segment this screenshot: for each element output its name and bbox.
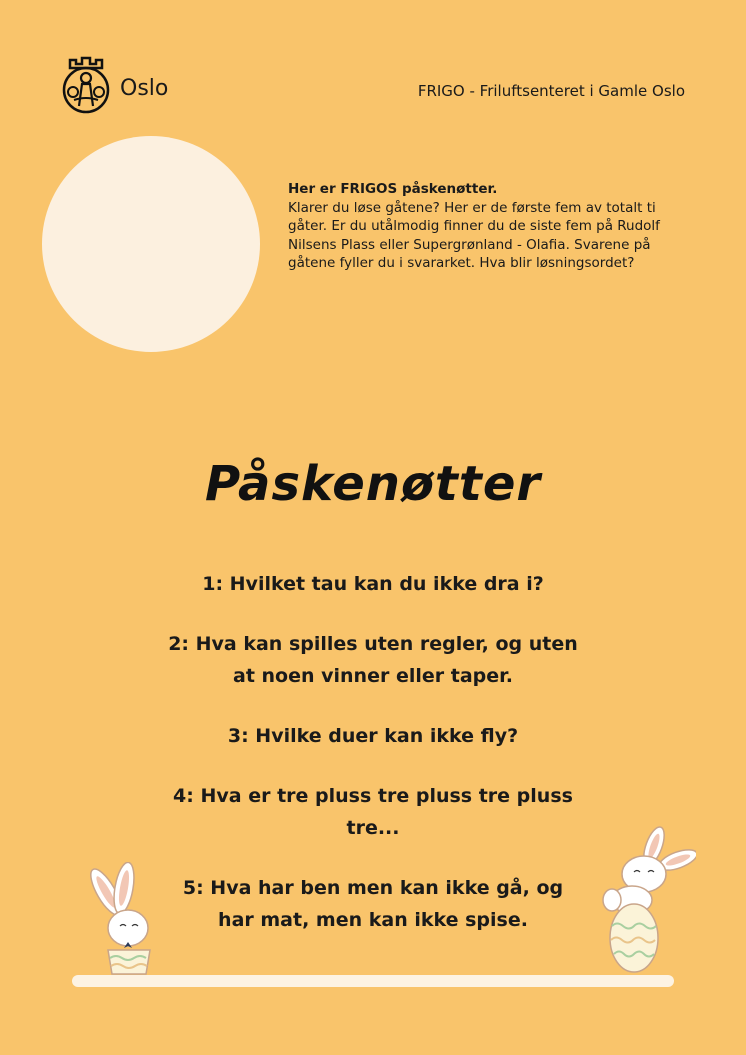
question-2: 2: Hva kan spilles uten regler, og uten at noen vinner eller taper. (168, 633, 578, 687)
bunny-in-egg-illustration (72, 862, 168, 978)
shelf-bar (72, 975, 674, 987)
logo-text: Oslo (120, 76, 169, 101)
bunny-on-egg-illustration (590, 826, 696, 976)
question-1: 1: Hvilket tau kan du ikke dra i? (202, 573, 544, 595)
question-5: 5: Hva har ben men kan ikke gå, og har mat, men kan ikke spise. (182, 877, 564, 931)
intro-body: Klarer du løse gåtene? Her er de første fem av totalt ti gåter. Er du utålmodig finner du de siste fem på Rudolf Nilsens Plass eller Supergrønland - Olafia. Svarene på gåtene fyller du i svararket. Hva blir løsningsordet? (288, 199, 660, 272)
question-3: 3: Hvilke duer kan ikke fly? (227, 725, 519, 747)
photo-placeholder-circle (42, 136, 260, 352)
intro-lead: Her er FRIGOS påskenøtter. (288, 181, 498, 197)
oslo-city-seal-icon (60, 54, 112, 114)
page-title: Påskenøtter (204, 456, 542, 512)
header-organization-name: FRIGO - Friluftsenteret i Gamle Oslo (417, 82, 685, 100)
question-4: 4: Hva er tre pluss tre pluss tre pluss tre... (173, 785, 573, 839)
intro-text (288, 180, 688, 273)
